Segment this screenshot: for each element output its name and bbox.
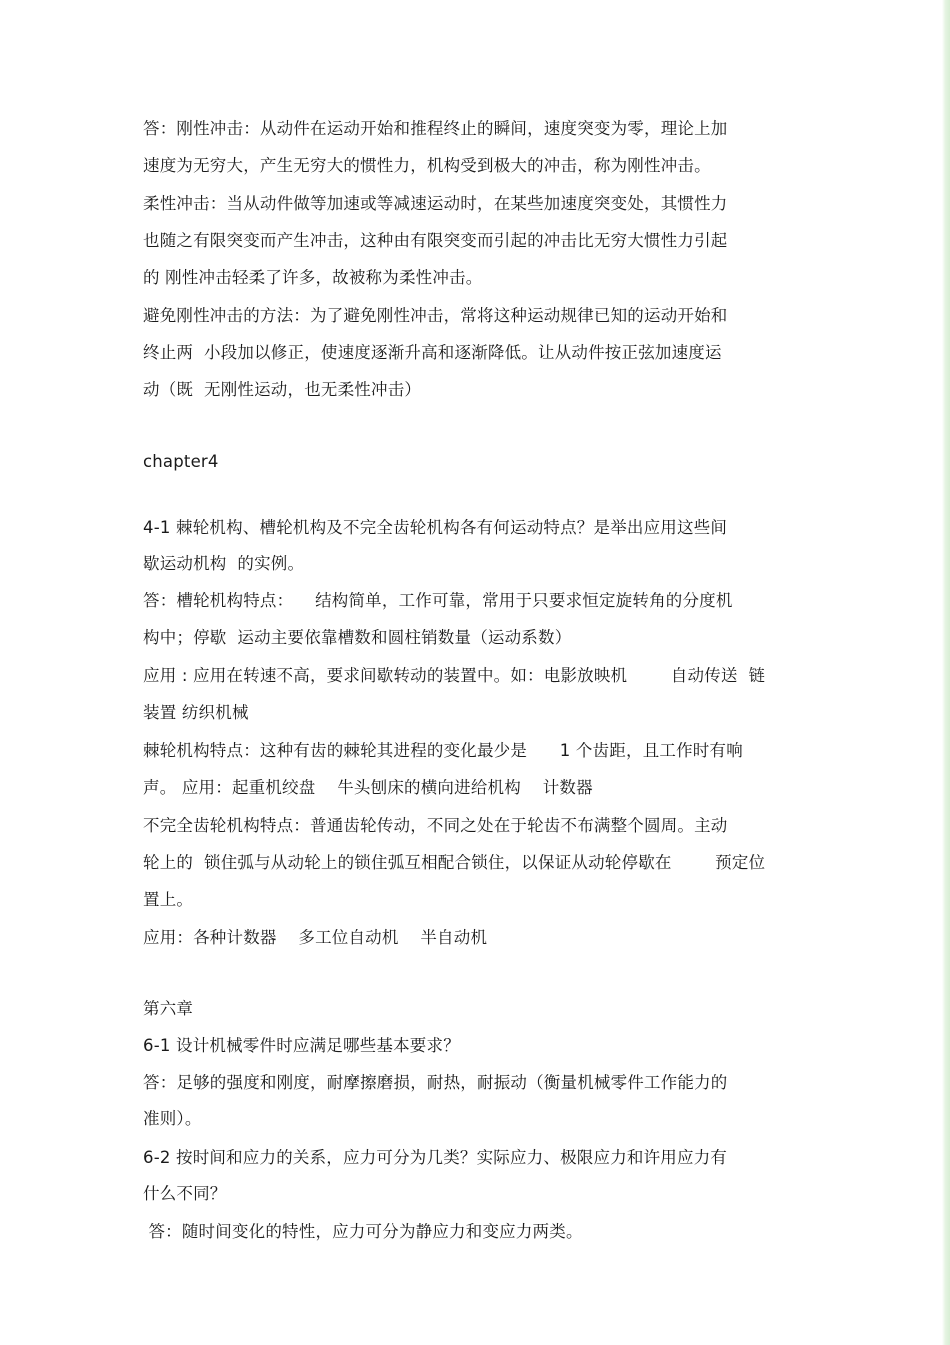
text-line: 棘轮机构特点：这种有齿的棘轮其进程的变化最少是 1 个齿距，且工作时有响	[143, 741, 743, 760]
text-line: 答：刚性冲击：从动件在运动开始和推程终止的瞬间，速度突变为零，理论上加	[143, 119, 728, 138]
text-line: 的 刚性冲击轻柔了许多，故被称为柔性冲击。	[143, 268, 483, 287]
text-line: 构中；停歇 运动主要依靠槽数和圆柱销数量（运动系数）	[143, 628, 572, 647]
page-edge-bar	[942, 0, 950, 1345]
question-line: 4-1 棘轮机构、槽轮机构及不完全齿轮机构各有何运动特点？是举出应用这些间	[143, 518, 728, 537]
text-line: 柔性冲击：当从动件做等加速或等减速运动时，在某些加速度突变处，其惯性力	[143, 194, 728, 213]
question-line: 什么不同？	[143, 1184, 227, 1203]
question-line: 6-1 设计机械零件时应满足哪些基本要求？	[143, 1036, 460, 1055]
chapter-heading: 第六章	[143, 999, 194, 1018]
text-line: 置上。	[143, 890, 194, 909]
text-line: 也随之有限突变而产生冲击，这种由有限突变而引起的冲击比无穷大惯性力引起	[143, 231, 728, 250]
text-line: 终止两 小段加以修正，使速度逐渐升高和逐渐降低。让从动件按正弦加速度运	[143, 343, 722, 362]
text-line: 答：足够的强度和刚度，耐摩擦磨损，耐热，耐振动（衡量机械零件工作能力的	[143, 1073, 728, 1092]
text-line: 轮上的 锁住弧与从动轮上的锁住弧互相配合锁住，以保证从动轮停歇在 预定位	[143, 853, 766, 872]
text-line: 答：随时间变化的特性，应力可分为静应力和变应力两类。	[143, 1222, 583, 1241]
text-line: 声。 应用：起重机绞盘 牛头刨床的横向进给机构 计数器	[143, 778, 593, 797]
text-line: 装置 纺织机械	[143, 703, 249, 722]
chapter-heading: chapter4	[143, 452, 219, 471]
text-line: 动（既 无刚性运动，也无柔性冲击）	[143, 380, 422, 399]
question-line: 6-2 按时间和应力的关系，应力可分为几类？实际应力、极限应力和许用应力有	[143, 1148, 728, 1167]
text-line: 应用：各种计数器 多工位自动机 半自动机	[143, 928, 488, 947]
text-line: 准则）。	[143, 1109, 202, 1128]
text-line: 不完全齿轮机构特点：普通齿轮传动，不同之处在于轮齿不布满整个圆周。主动	[143, 816, 728, 835]
text-line: 避免刚性冲击的方法：为了避免刚性冲击，常将这种运动规律已知的运动开始和	[143, 306, 728, 325]
text-line: 应用 : 应用在转速不高，要求间歇转动的装置中。如：电影放映机 自动传送 链	[143, 666, 766, 685]
text-line: 速度为无穷大，产生无穷大的惯性力，机构受到极大的冲击，称为刚性冲击。	[143, 156, 711, 175]
text-line: 答：槽轮机构特点： 结构简单，工作可靠，常用于只要求恒定旋转角的分度机	[143, 591, 733, 610]
question-line: 歇运动机构 的实例。	[143, 554, 305, 573]
